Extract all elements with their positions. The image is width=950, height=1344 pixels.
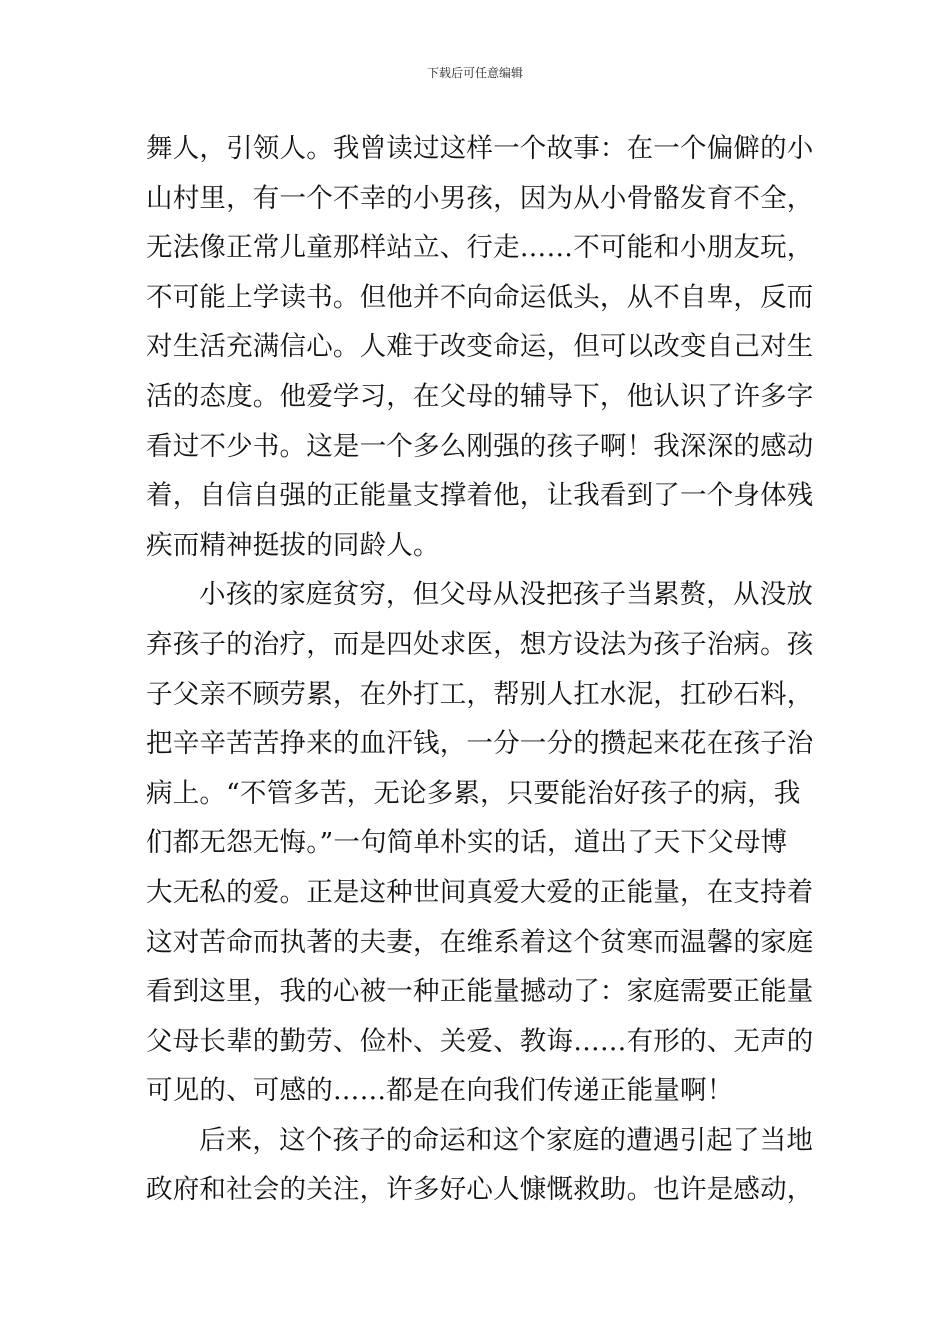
text-line: 政府和社会的关注，许多好心人慷慨救助。也许是感动，	[146, 1174, 814, 1206]
body-text	[146, 124, 814, 1215]
text-line: 活的态度。他爱学习，在父母的辅导下，他认识了许多字	[146, 380, 814, 412]
text-line: 着，自信自强的正能量支撑着他，让我看到了一个身体残	[146, 480, 814, 512]
text-line: 舞人，引领人。我曾读过这样一个故事：在一个偏僻的小	[146, 133, 814, 164]
text-line: 可见的、可感的……都是在向我们传递正能量啊！	[146, 1075, 734, 1107]
text-line: 不可能上学读书。但他并不向命运低头，从不自卑，反而	[146, 281, 814, 313]
text-line: 看到这里，我的心被一种正能量撼动了：家庭需要正能量	[146, 976, 814, 1008]
text-line: 父母长辈的勤劳、俭朴、关爱、教诲……有形的、无声的	[146, 1025, 814, 1057]
text-line: 们都无怨无悔。”一句简单朴实的话，道出了天下父母博	[146, 827, 788, 859]
page-header: 下载后可任意编辑	[426, 66, 523, 80]
text-line: 病上。“不管多苦，无论多累，只要能治好孩子的病，我	[146, 777, 801, 809]
text-line: 山村里，有一个不幸的小男孩，因为从小骨骼发育不全，	[146, 182, 814, 214]
text-line: 大无私的爱。正是这种世间真爱大爱的正能量，在支持着	[146, 876, 814, 908]
paragraph-2	[146, 570, 814, 1116]
text-line: 对生活充满信心。人难于改变命运，但可以改变自己对生	[146, 331, 814, 363]
text-line: 后来，这个孩子的命运和这个家庭的遭遇引起了当地	[199, 1124, 814, 1156]
text-line: 子父亲不顾劳累，在外打工，帮别人扛水泥，扛砂石料，	[146, 678, 814, 710]
paragraph-1	[146, 124, 814, 570]
text-line: 看过不少书。这是一个多么刚强的孩子啊！我深深的感动	[146, 430, 814, 462]
text-line: 弃孩子的治疗，而是四处求医，想方设法为孩子治病。孩	[146, 628, 814, 660]
text-line: 这对苦命而执著的夫妻，在维系着这个贫寒而温馨的家庭	[146, 926, 814, 958]
text-line: 无法像正常儿童那样站立、行走……不可能和小朋友玩，	[146, 232, 814, 264]
paragraph-3	[146, 1116, 814, 1215]
text-line: 小孩的家庭贫穷，但父母从没把孩子当累赘，从没放	[199, 579, 814, 611]
text-line: 把辛辛苦苦挣来的血汗钱，一分一分的攒起来花在孩子治	[146, 728, 814, 760]
text-line: 疾而精神挺拔的同龄人。	[146, 529, 440, 561]
